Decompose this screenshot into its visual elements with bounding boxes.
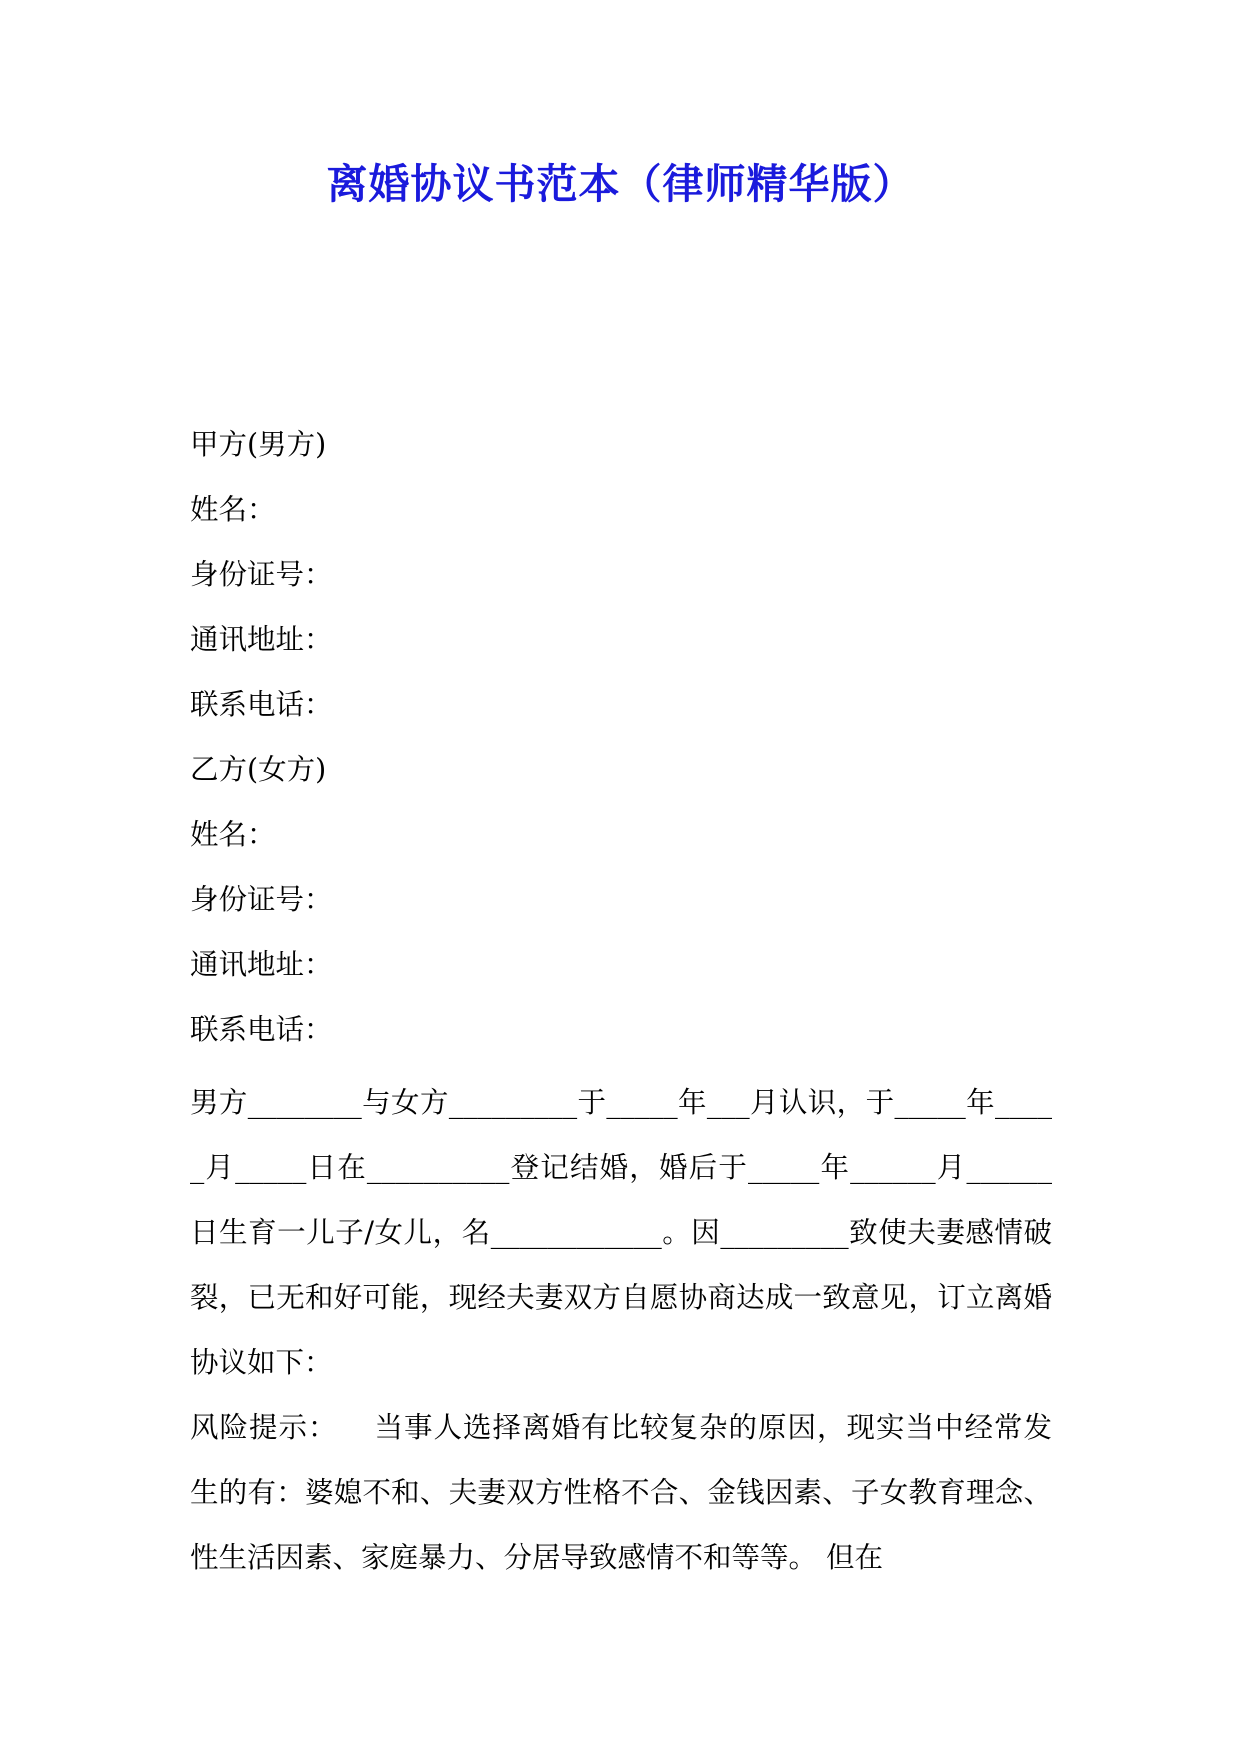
intro-paragraph: 男方________与女方_________于_____年___月认识，于_____年_____月_____日在__________登记结婚，婚后于_____年______月______日生育一儿子/女儿，名____________。因_________致使夫妻感情破裂，已无和好可能，现经夫妻双方自愿协商达成一致意见，订立离婚协议如下： [190, 1086, 1052, 1379]
document-title: 离婚协议书范本（律师精华版） [326, 160, 915, 208]
party-b-id-label: 身份证号： [190, 883, 333, 916]
risk-paragraph [190, 1395, 1052, 1590]
party-a-address-label: 通讯地址： [190, 623, 333, 656]
risk-label: 风险提示： [190, 1411, 338, 1444]
party-b-name-label: 姓名： [190, 818, 276, 851]
party-b-heading: 乙方(女方) [190, 753, 327, 786]
document-body [190, 420, 1052, 1590]
party-b-address-label: 通讯地址： [190, 948, 333, 981]
party-a-name-label: 姓名： [190, 493, 276, 526]
party-b-phone-label: 联系电话： [190, 1013, 333, 1046]
risk-text: 当事人选择离婚有比较复杂的原因，现实当中经常发生的有：婆媳不和、夫妻双方性格不合、金钱因素、子女教育理念、性生活因素、家庭暴力、分居导致感情不和等等。 但在 [190, 1411, 1052, 1574]
party-a-id-label: 身份证号： [190, 558, 333, 591]
party-a-heading: 甲方(男方) [190, 428, 327, 461]
party-a-phone-label: 联系电话： [190, 688, 333, 721]
